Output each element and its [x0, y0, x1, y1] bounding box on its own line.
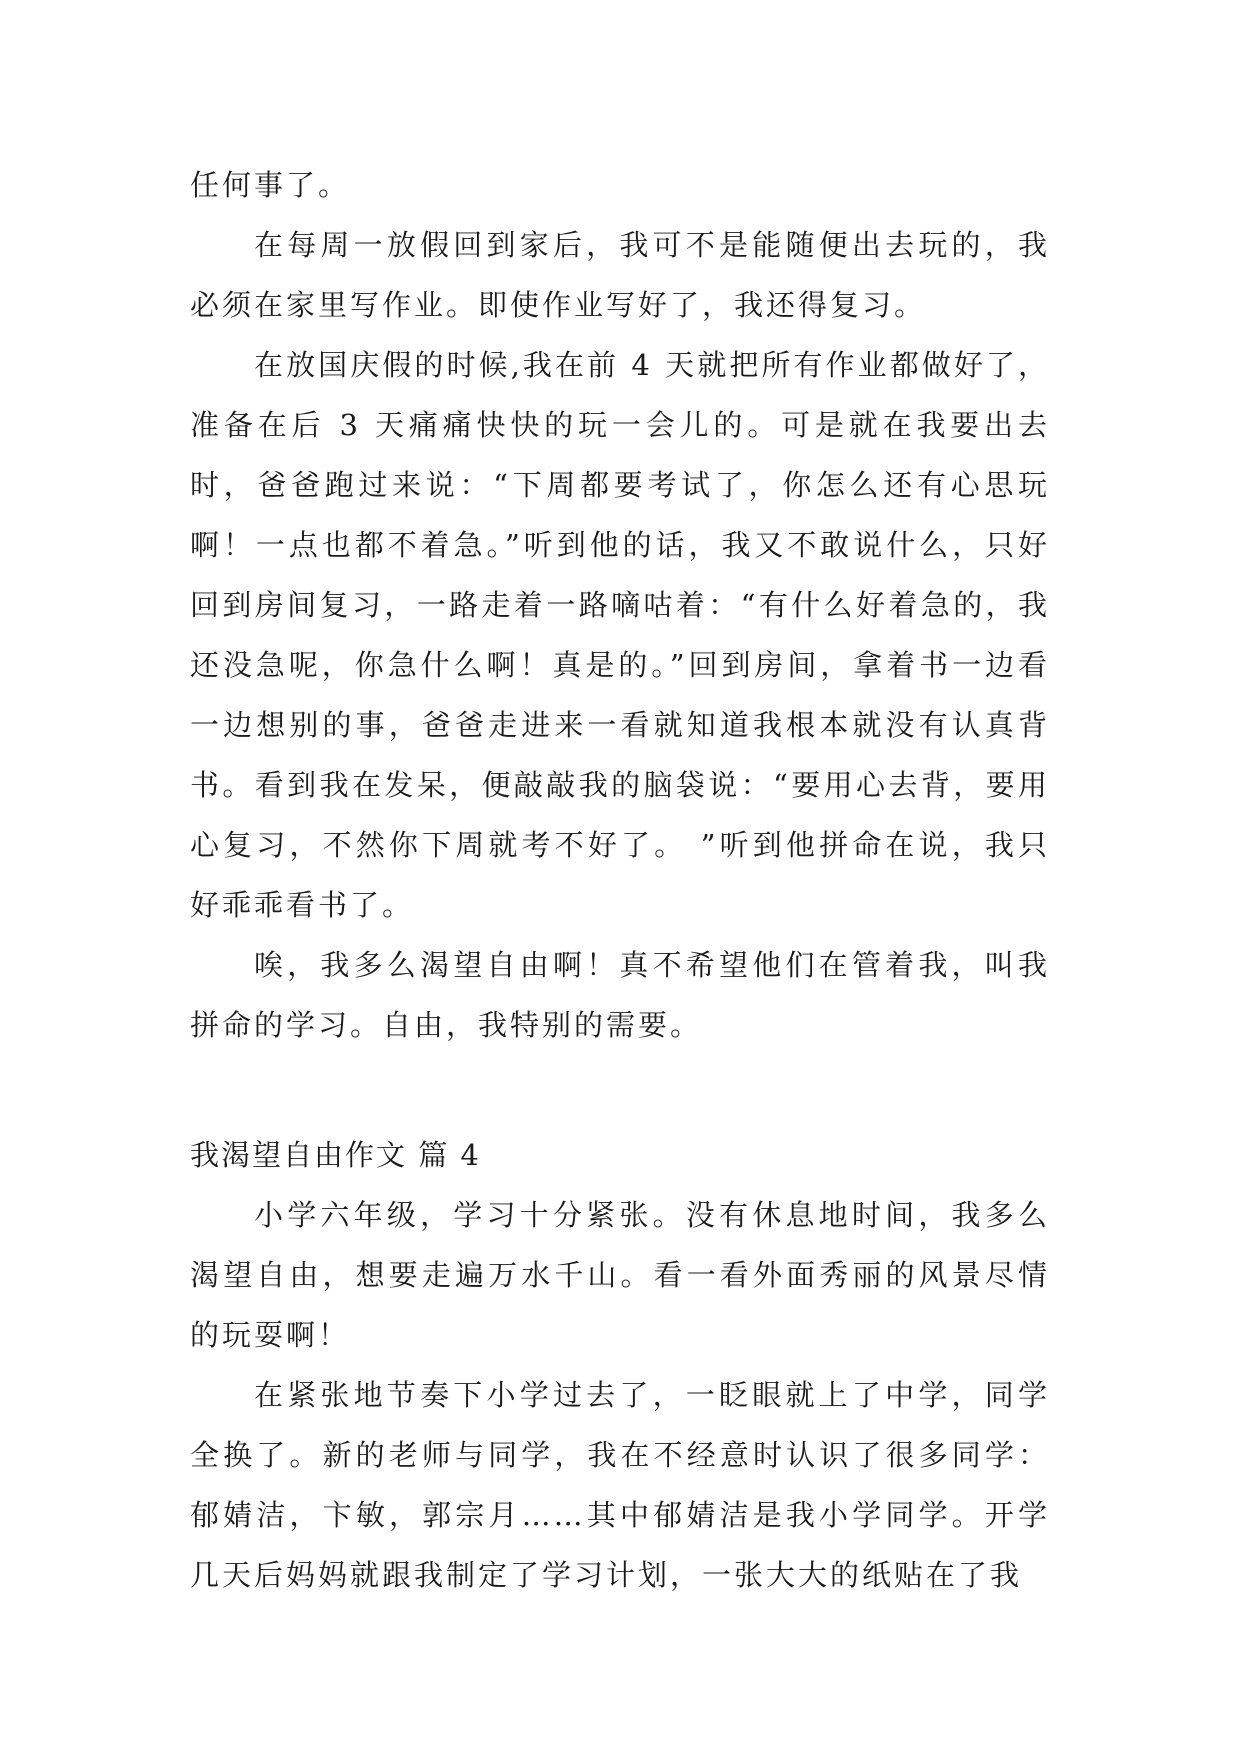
paragraph: 在紧张地节奏下小学过去了，一眨眼就上了中学，同学全换了。新的老师与同学，我在不经意时认识了很多同学：郁婧洁，卞敏，郭宗月……其中郁婧洁是我小学同学。开学几天后妈妈就跟我制定了学习计划，一张大大的纸贴在了我	[190, 1378, 1050, 1592]
section-heading: 我渴望自由作文 篇 4	[190, 1138, 481, 1172]
document-body	[190, 155, 1050, 1605]
paragraph: 唉，我多么渴望自由啊！真不希望他们在管着我，叫我拼命的学习。自由，我特别的需要。	[190, 948, 1050, 1042]
paragraph: 任何事了。	[190, 168, 351, 202]
paragraph: 小学六年级，学习十分紧张。没有休息地时间，我多么渴望自由，想要走遍万水千山。看一看外面秀丽的风景尽情的玩耍啊！	[190, 1198, 1050, 1352]
paragraph: 在每周一放假回到家后，我可不是能随便出去玩的，我必须在家里写作业。即使作业写好了，我还得复习。	[190, 228, 1050, 322]
paragraph: 在放国庆假的时候,我在前 4 天就把所有作业都做好了，准备在后 3 天痛痛快快的玩一会儿的。可是就在我要出去时，爸爸跑过来说：“下周都要考试了，你怎么还有心思玩啊！一点也都不着急。”听到他的话，我又不敢说什么，只好回到房间复习，一路走着一路嘀咕着：“有什么好着急的，我还没急呢，你急什么啊！真是的。”回到房间，拿着书一边看一边想别的事，爸爸走进来一看就知道我根本就没有认真背书。看到我在发呆，便敲敲我的脑袋说：“要用心去背，要用心复习，不然你下周就考不好了。 ”听到他拼命在说，我只好乖乖看书了。	[190, 348, 1050, 922]
